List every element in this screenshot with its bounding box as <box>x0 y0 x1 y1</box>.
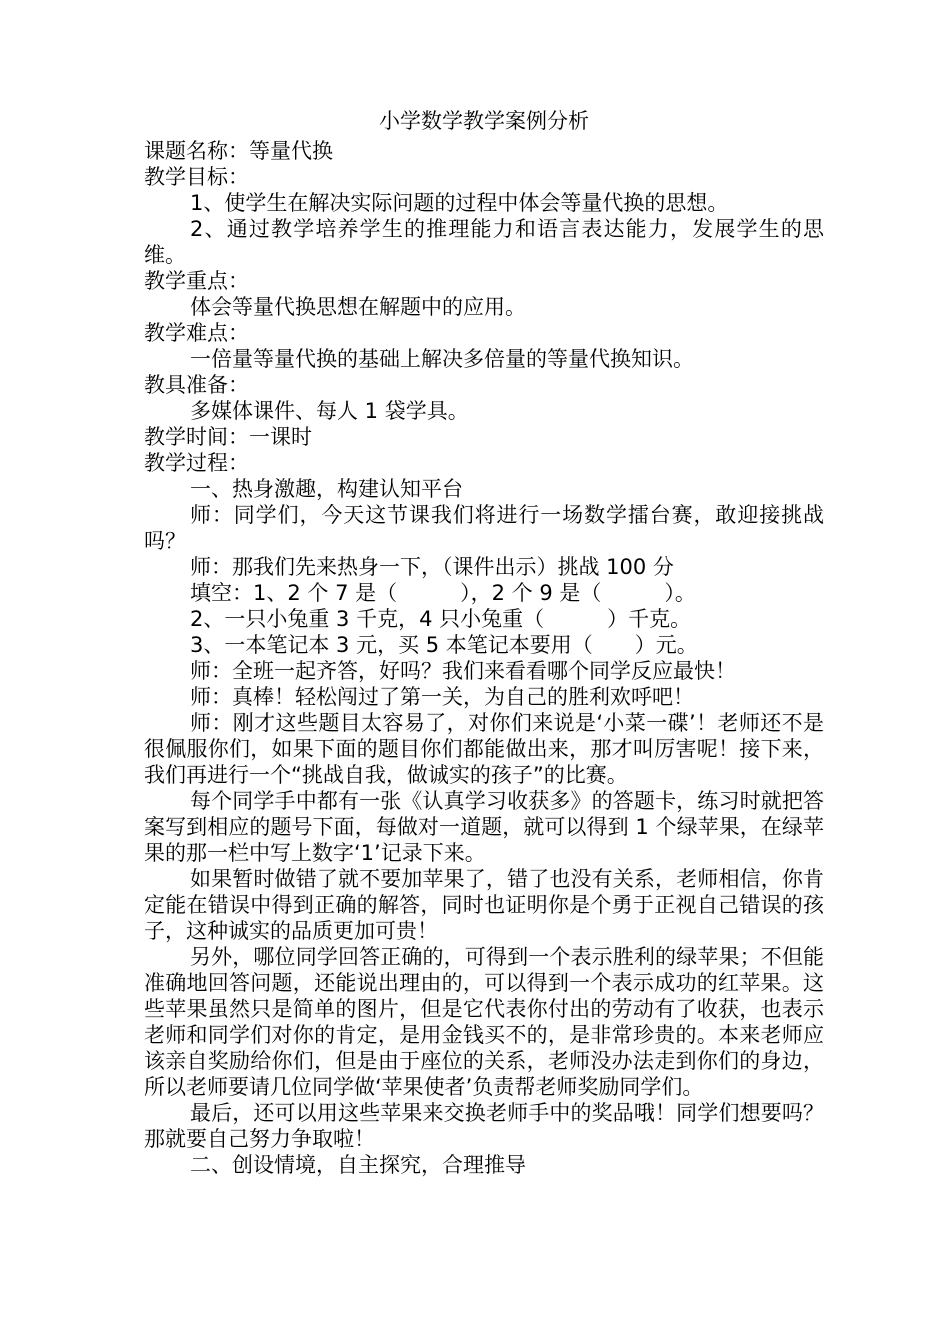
document-paragraph: 师：全班一起齐答，好吗？我们来看看哪个同学反应最快！ <box>190 659 736 683</box>
document-paragraph: 教学难点： <box>144 321 249 345</box>
document-paragraph: 师：同学们，今天这节课我们将进行一场数学擂台赛，敢迎接挑战吗？ <box>144 503 824 553</box>
document-paragraph: 师：真棒！轻松闯过了第一关，为自己的胜利欢呼吧！ <box>190 685 694 709</box>
document-paragraph: 教学重点： <box>144 269 249 293</box>
document-paragraph: 另外，哪位同学回答正确的，可得到一个表示胜利的绿苹果；不但能准确地回答问题，还能说出理由的，可以得到一个表示成功的红苹果。这些苹果虽然只是简单的图片，但是它代表你付出的劳动有了收获，也表示老师和同学们对你的肯定，是用金钱买不的，是非常珍贵的。本来老师应该亲自奖励给你们，但是由于座位的关系，老师没办法走到你们的身边，所以老师要请几位同学做‘苹果使者’负责帮老师奖励同学们。 <box>144 945 824 1099</box>
document-paragraph: 师：刚才这些题目太容易了，对你们来说是‘小菜一碟’！老师还不是很佩服你们，如果下面的题目你们都能做出来，那才叫厉害呢！接下来，我们再进行一个“挑战自我，做诚实的孩子”的比赛。 <box>144 711 824 787</box>
document-paragraph: 最后，还可以用这些苹果来交换老师手中的奖品哦！同学们想要吗？那就要自己努力争取啦！ <box>144 1101 824 1151</box>
document-paragraph: 体会等量代换思想在解题中的应用。 <box>190 295 526 319</box>
document-paragraph: 2、一只小兔重 3 千克，4 只小兔重（ ）千克。 <box>190 607 692 631</box>
document-paragraph: 填空：1、2 个 7 是（ ），2 个 9 是（ ）。 <box>190 581 696 605</box>
document-paragraph: 多媒体课件、每人 1 袋学具。 <box>190 399 469 423</box>
document-paragraph: 教学时间：一课时 <box>144 425 312 449</box>
document-body <box>144 138 824 1178</box>
document-paragraph: 一、热身激趣，构建认知平台 <box>190 477 463 501</box>
document-paragraph: 课题名称：等量代换 <box>144 139 333 163</box>
document-paragraph: 3、一本笔记本 3 元，买 5 本笔记本要用（ ）元。 <box>190 633 698 657</box>
document-title: 小学数学教学案例分析 <box>379 109 589 133</box>
document-paragraph: 如果暂时做错了就不要加苹果了，错了也没有关系，老师相信，你肯定能在错误中得到正确的解答，同时也证明你是个勇于正视自己错误的孩子，这种诚实的品质更加可贵！ <box>144 867 824 943</box>
document-paragraph: 2、通过教学培养学生的推理能力和语言表达能力，发展学生的思维。 <box>144 217 824 267</box>
document-paragraph: 一倍量等量代换的基础上解决多倍量的等量代换知识。 <box>190 347 694 371</box>
document-paragraph: 教学过程： <box>144 451 249 475</box>
document-page <box>144 108 824 1178</box>
document-paragraph: 每个同学手中都有一张《认真学习收获多》的答题卡，练习时就把答案写到相应的题号下面，每做对一道题，就可以得到 1 个绿苹果，在绿苹果的那一栏中写上数字‘1’记录下来。 <box>144 789 824 865</box>
document-paragraph: 教学目标： <box>144 165 249 189</box>
document-paragraph: 师：那我们先来热身一下，（课件出示）挑战 100 分 <box>190 555 674 579</box>
document-paragraph: 二、创设情境，自主探究，合理推导 <box>190 1153 526 1177</box>
document-paragraph: 教具准备： <box>144 373 249 397</box>
document-paragraph: 1、使学生在解决实际问题的过程中体会等量代换的思想。 <box>190 191 729 215</box>
